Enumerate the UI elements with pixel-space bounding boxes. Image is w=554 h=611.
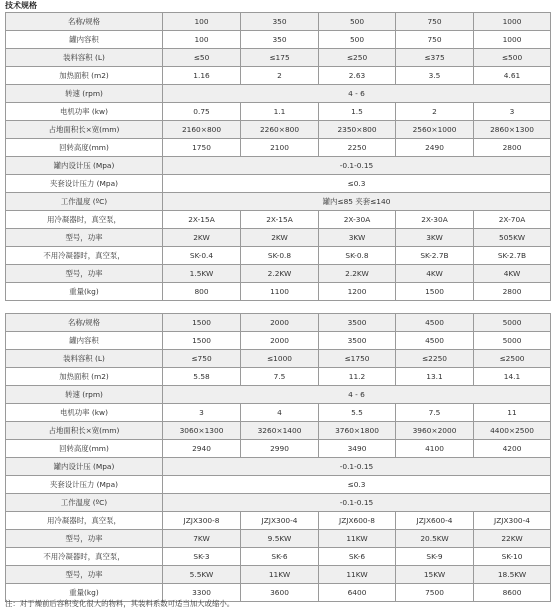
table-row [6,265,551,283]
table-row [6,157,551,175]
table-row [6,121,551,139]
table-cell: 350 [241,31,319,49]
table-cell: 2800 [474,139,551,157]
table-cell: 2.63 [319,67,396,85]
table-cell: 2260×800 [241,121,319,139]
table-row [6,229,551,247]
table-cell: 2100 [241,139,319,157]
table-row [6,530,551,548]
table-cell: SK-6 [241,548,319,566]
table-cell: ≤2250 [396,350,474,368]
table-cell: 1000 [474,31,551,49]
row-label: 用冷凝器时，真空泵， [6,512,163,530]
table-cell: 3060×1300 [163,422,241,440]
row-label: 罐内容积 [6,31,163,49]
table-row [6,404,551,422]
table-cell: 5000 [474,332,551,350]
table-cell-merged: -0.1-0.15 [163,494,551,512]
row-label: 罐内设计压 (Mpa) [6,157,163,175]
table-cell: ≤375 [396,49,474,67]
table-row [6,283,551,301]
row-label: 工作温度 (ºC) [6,494,163,512]
table-cell: 1000 [474,13,551,31]
row-label: 装料容积 (L) [6,350,163,368]
table-cell: 4100 [396,440,474,458]
table-row [6,211,551,229]
table-cell: 1200 [319,283,396,301]
table-cell: SK-10 [474,548,551,566]
table-cell: 2X-70A [474,211,551,229]
table-cell-merged: 4 - 6 [163,386,551,404]
table-cell: 3600 [241,584,319,602]
table-row [6,566,551,584]
table-cell: ≤50 [163,49,241,67]
table-cell: 2000 [241,314,319,332]
table-cell: 1500 [396,283,474,301]
table-cell: 1500 [163,314,241,332]
row-label: 回转高度(mm) [6,139,163,157]
table-cell: 350 [241,13,319,31]
table-cell: 3260×1400 [241,422,319,440]
table-row [6,494,551,512]
footnote: 注：对于燥前后容积变化很大的物料，其装料系数可适当加大或缩小。 [5,599,235,608]
table-cell: 15KW [396,566,474,584]
table-cell: ≤1000 [241,350,319,368]
row-label: 回转高度(mm) [6,440,163,458]
table-row [6,512,551,530]
table-cell: 3KW [319,229,396,247]
row-label: 重量(kg) [6,283,163,301]
row-label: 加热面积 (m2) [6,67,163,85]
table-cell: 18.5KW [474,566,551,584]
table-cell: SK-2.7B [474,247,551,265]
row-label: 型号，功率 [6,530,163,548]
table-cell: 8600 [474,584,551,602]
table-cell: 4200 [474,440,551,458]
table-cell: 5.58 [163,368,241,386]
table-cell: 4500 [396,332,474,350]
table-cell: 3.5 [396,67,474,85]
table-row [6,368,551,386]
table-cell: 2250 [319,139,396,157]
table-cell: ≤2500 [474,350,551,368]
table-cell: 2860×1300 [474,121,551,139]
table-cell: 6400 [319,584,396,602]
table-cell: 505KW [474,229,551,247]
table-row [6,85,551,103]
row-label: 占地面积长×宽(mm) [6,422,163,440]
table-row [6,31,551,49]
table-cell: SK-9 [396,548,474,566]
table-cell: 4 [241,404,319,422]
row-label: 型号，功率 [6,229,163,247]
table-cell: SK-2.7B [396,247,474,265]
row-label: 重量(kg) [6,584,163,602]
row-label: 罐内设计压 (Mpa) [6,458,163,476]
table-cell: 1.5 [319,103,396,121]
row-label: 转速 (rpm) [6,85,163,103]
table-cell: 2560×1000 [396,121,474,139]
table-row [6,458,551,476]
table-cell: 3KW [396,229,474,247]
row-label: 型号，功率 [6,566,163,584]
table-cell: SK-0.4 [163,247,241,265]
table-cell: 22KW [474,530,551,548]
table-cell: JZJX300-8 [163,512,241,530]
row-label: 用冷凝器时，真空泵， [6,211,163,229]
table-cell: 1100 [241,283,319,301]
table-cell: 9.5KW [241,530,319,548]
table-cell: 4.61 [474,67,551,85]
table-cell: 2KW [241,229,319,247]
row-label: 型号，功率 [6,265,163,283]
table-row [6,247,551,265]
table-cell: 2990 [241,440,319,458]
row-label: 占地面积长×宽(mm) [6,121,163,139]
table-row [6,193,551,211]
table-cell: 2 [241,67,319,85]
table-cell: 2X-15A [163,211,241,229]
row-label: 夹套设计压力 (Mpa) [6,476,163,494]
table-cell: SK-0.8 [241,247,319,265]
table-cell: ≤500 [474,49,551,67]
table-row [6,422,551,440]
table-cell: JZJX300-4 [241,512,319,530]
table-cell: 100 [163,31,241,49]
table-cell: 4KW [396,265,474,283]
table-cell: 1500 [163,332,241,350]
table-row [6,139,551,157]
row-label: 转速 (rpm) [6,386,163,404]
table-cell: 7.5 [396,404,474,422]
table-cell: 750 [396,31,474,49]
table-cell-merged: -0.1-0.15 [163,157,551,175]
table-cell: 11KW [319,566,396,584]
table-cell: SK-0.8 [319,247,396,265]
table-cell: 5000 [474,314,551,332]
row-label: 加热面积 (m2) [6,368,163,386]
table-cell: ≤1750 [319,350,396,368]
table-cell: 7500 [396,584,474,602]
table-cell: 3 [474,103,551,121]
spec-table-2 [5,313,551,602]
table-cell: 5.5KW [163,566,241,584]
table-row [6,440,551,458]
table-cell: 20.5KW [396,530,474,548]
table-cell: 7.5 [241,368,319,386]
row-label: 名称/规格 [6,13,163,31]
table-cell: 500 [319,13,396,31]
table-cell: ≤250 [319,49,396,67]
table-cell: 3500 [319,314,396,332]
table-cell: 3760×1800 [319,422,396,440]
table-cell: JZJX600-8 [319,512,396,530]
table-cell-merged: 4 - 6 [163,85,551,103]
row-label: 电机功率 (kw) [6,404,163,422]
table-cell: 2X-30A [319,211,396,229]
table-cell: 2.2KW [241,265,319,283]
table-cell: ≤175 [241,49,319,67]
table-cell: SK-3 [163,548,241,566]
row-label: 不用冷凝器时，真空泵， [6,247,163,265]
row-label: 名称/规格 [6,314,163,332]
table-cell: 500 [319,31,396,49]
table-cell: 13.1 [396,368,474,386]
spec-table-1 [5,12,551,301]
table-cell: 2000 [241,332,319,350]
table-cell: 2160×800 [163,121,241,139]
table-cell: 1.5KW [163,265,241,283]
table-cell: 750 [396,13,474,31]
table-cell: 100 [163,13,241,31]
row-label: 装料容积 (L) [6,49,163,67]
table-cell-merged: ≤0.3 [163,476,551,494]
table-cell: 1.16 [163,67,241,85]
table-cell: SK-6 [319,548,396,566]
table-cell: 5.5 [319,404,396,422]
table-row [6,314,551,332]
table-cell: 2X-15A [241,211,319,229]
table-cell-merged: 罐内≤85 夹套≤140 [163,193,551,211]
table-cell: 3 [163,404,241,422]
table-cell: 3490 [319,440,396,458]
table-cell: 11KW [319,530,396,548]
table-cell: 2X-30A [396,211,474,229]
row-label: 电机功率 (kw) [6,103,163,121]
table-cell: 4KW [474,265,551,283]
table-cell: 4500 [396,314,474,332]
table-cell: 4400×2500 [474,422,551,440]
table-row [6,103,551,121]
table-cell: 7KW [163,530,241,548]
table-cell: 11 [474,404,551,422]
page-title: 技术规格 [5,1,37,10]
table-cell: JZJX600-4 [396,512,474,530]
table-cell: 2 [396,103,474,121]
table-row [6,175,551,193]
row-label: 不用冷凝器时，真空泵， [6,548,163,566]
table-cell: 2800 [474,283,551,301]
table-cell: 11.2 [319,368,396,386]
row-label: 工作温度 (ºC) [6,193,163,211]
table-row [6,332,551,350]
table-cell: 14.1 [474,368,551,386]
table-cell: 11KW [241,566,319,584]
table-cell: ≤750 [163,350,241,368]
table-cell: 2350×800 [319,121,396,139]
table-row [6,548,551,566]
table-cell: 1.1 [241,103,319,121]
table-cell: 2940 [163,440,241,458]
table-row [6,350,551,368]
table-row [6,67,551,85]
table-row [6,49,551,67]
row-label: 夹套设计压力 (Mpa) [6,175,163,193]
table-cell: 1750 [163,139,241,157]
table-row [6,386,551,404]
table-cell-merged: ≤0.3 [163,175,551,193]
row-label: 罐内容积 [6,332,163,350]
table-cell: 3500 [319,332,396,350]
table-row [6,13,551,31]
table-cell: 3300 [163,584,241,602]
table-cell: 2KW [163,229,241,247]
table-cell: 0.75 [163,103,241,121]
table-cell: 2490 [396,139,474,157]
table-cell: 3960×2000 [396,422,474,440]
table-cell: 2.2KW [319,265,396,283]
table-row [6,476,551,494]
table-cell: 800 [163,283,241,301]
table-cell-merged: -0.1-0.15 [163,458,551,476]
table-cell: JZJX300-4 [474,512,551,530]
